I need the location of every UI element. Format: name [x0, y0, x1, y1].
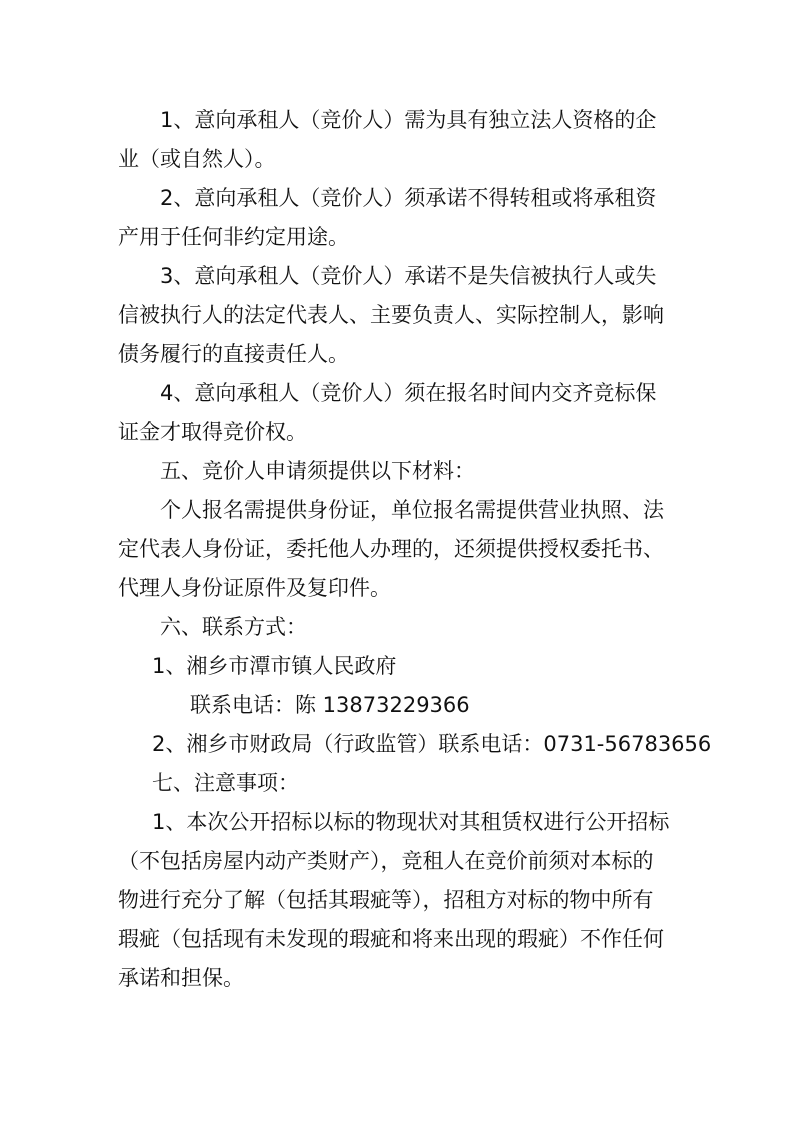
section-5-line-3: 代理人身份证原件及复印件。 — [118, 576, 391, 600]
clause-3-line-2: 信被执行人的法定代表人、主要负责人、实际控制人，影响 — [118, 303, 664, 327]
section-7-line-1: 1、本次公开招标以标的物现状对其租赁权进行公开招标 — [152, 810, 670, 834]
contact-2: 2、湘乡市财政局（行政监管）联系电话：0731-56783656 — [152, 732, 712, 756]
clause-4-line-2: 证金才取得竞价权。 — [118, 420, 307, 444]
section-5-line-2: 定代表人身份证，委托他人办理的，还须提供授权委托书、 — [118, 537, 664, 561]
clause-1-line-2: 业（或自然人）。 — [118, 147, 276, 171]
contact-1-name: 1、湘乡市潭市镇人民政府 — [152, 654, 397, 678]
contact-1-phone: 联系电话：陈 13873229366 — [190, 693, 470, 717]
section-7-line-4: 瑕疵（包括现有未发现的瑕疵和将来出现的瑕疵）不作任何 — [118, 927, 664, 951]
clause-3-line-1: 3、意向承租人（竞价人）承诺不是失信被执行人或失 — [160, 264, 657, 288]
clause-2-line-1: 2、意向承租人（竞价人）须承诺不得转租或将承租资 — [160, 186, 657, 210]
clause-3-line-3: 债务履行的直接责任人。 — [118, 342, 349, 366]
clause-2-line-2: 产用于任何非约定用途。 — [118, 225, 349, 249]
clause-4-line-1: 4、意向承租人（竞价人）须在报名时间内交齐竞标保 — [160, 381, 657, 405]
section-5-line-1: 个人报名需提供身份证，单位报名需提供营业执照、法 — [160, 498, 664, 522]
section-7-line-5: 承诺和担保。 — [118, 966, 244, 990]
section-6-heading: 六、联系方式： — [160, 615, 307, 639]
section-7-line-2: （不包括房屋内动产类财产），竞租人在竞价前须对本标的 — [118, 849, 654, 873]
section-7-heading: 七、注意事项： — [152, 771, 299, 795]
section-7-line-3: 物进行充分了解（包括其瑕疵等），招租方对标的物中所有 — [118, 888, 654, 912]
clause-1-line-1: 1、意向承租人（竞价人）需为具有独立法人资格的企 — [160, 108, 657, 132]
section-5-heading: 五、竞价人申请须提供以下材料： — [160, 459, 475, 483]
